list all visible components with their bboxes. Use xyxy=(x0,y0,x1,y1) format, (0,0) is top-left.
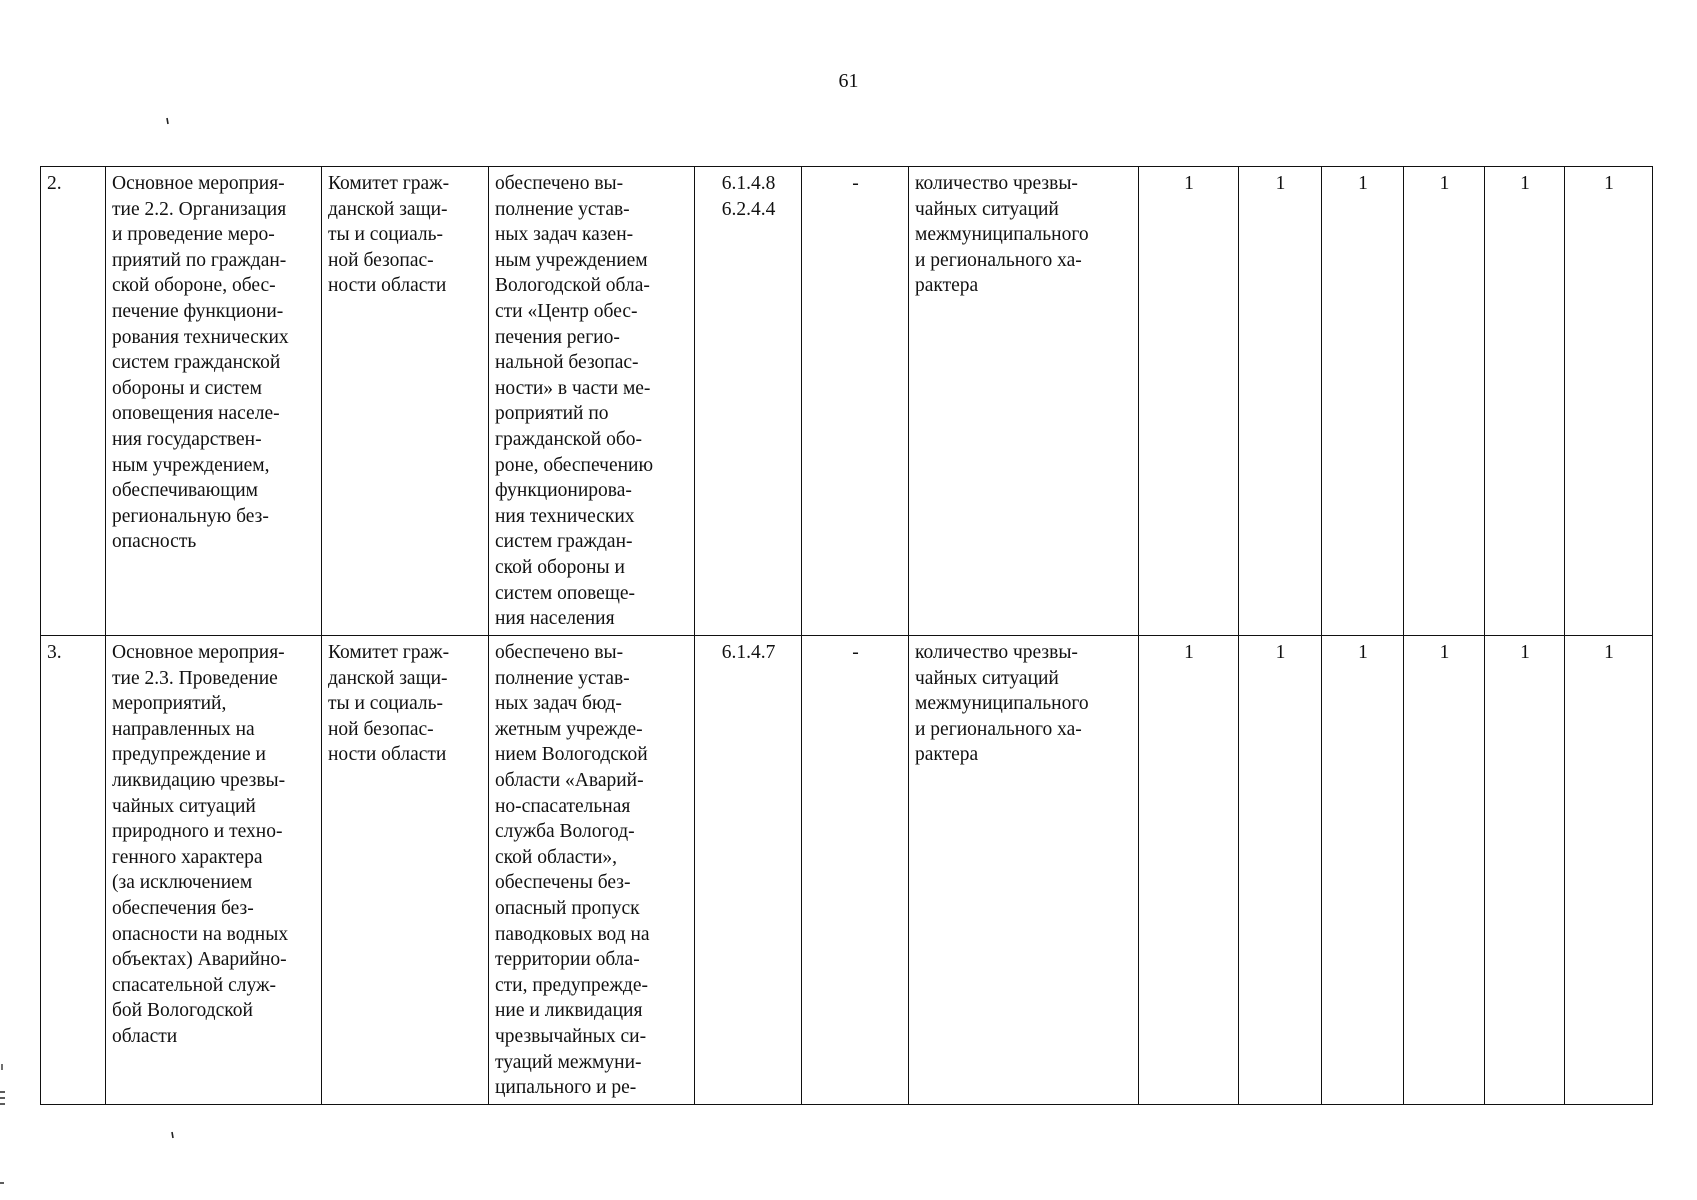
scan-speck xyxy=(167,118,168,124)
indicator-value-cell: 1 xyxy=(1322,167,1404,636)
indicator-value-cell: 1 xyxy=(1404,636,1485,1105)
task-codes-cell: 6.1.4.8 6.2.4.4 xyxy=(695,167,802,636)
scan-speck xyxy=(172,1132,173,1138)
row-number-cell: 2. xyxy=(41,167,106,636)
indicator-cell: количество чрезвы- чайных ситуаций межмуниципального и регионального ха- рактера xyxy=(909,636,1139,1105)
indicator-value-cell: 1 xyxy=(1404,167,1485,636)
executor-cell: Комитет граж- данской защи- ты и социаль- ной безопас- ности области xyxy=(322,167,489,636)
expected-result-cell: обеспечено вы- полнение устав- ных задач бюд- жетным учрежде- нием Вологодской области «Аварий- но-спасательная служба Вологод- ской области», обеспечены без- опасный пропуск паводковых вод на территории обла- сти, предупрежде- ние и ликвидация чрезвычайных си- туаций межмуни- ципального и ре- xyxy=(489,636,695,1105)
table-row xyxy=(41,636,1653,1105)
indicator-value-cell: 1 xyxy=(1322,636,1404,1105)
indicator-value-cell: 1 xyxy=(1139,636,1239,1105)
table-row xyxy=(41,167,1653,636)
page-number: 61 xyxy=(838,70,859,92)
measures-table xyxy=(40,166,1653,1105)
empty-dash-cell: - xyxy=(802,167,909,636)
measure-name-cell: Основное мероприя- тие 2.2. Организация и проведение меро- приятий по граждан- ской обороне, обес- печение функциони- рования технических систем гражданской обороны и систем оповещения населе- ния государствен- ным учреждением, обеспечивающим региональную без- опасность xyxy=(106,167,322,636)
measure-name-cell: Основное мероприя- тие 2.3. Проведение мероприятий, направленных на предупреждение и ликвидацию чрезвы- чайных ситуаций природного и техно- генного характера (за исключением обеспечения без- опасности на водных объектах) Аварийно- спасательной служ- бой Вологодской области xyxy=(106,636,322,1105)
indicator-value-cell: 1 xyxy=(1565,167,1653,636)
indicator-cell: количество чрезвы- чайных ситуаций межмуниципального и регионального ха- рактера xyxy=(909,167,1139,636)
row-number-cell: 3. xyxy=(41,636,106,1105)
indicator-value-cell: 1 xyxy=(1139,167,1239,636)
indicator-value-cell: 1 xyxy=(1485,167,1565,636)
measures-table-container xyxy=(40,166,1652,1105)
task-codes-cell: 6.1.4.7 xyxy=(695,636,802,1105)
indicator-value-cell: 1 xyxy=(1239,636,1322,1105)
executor-cell: Комитет граж- данской защи- ты и социаль- ной безопас- ности области xyxy=(322,636,489,1105)
indicator-value-cell: 1 xyxy=(1485,636,1565,1105)
indicator-value-cell: 1 xyxy=(1239,167,1322,636)
indicator-value-cell: 1 xyxy=(1565,636,1653,1105)
empty-dash-cell: - xyxy=(802,636,909,1105)
expected-result-cell: обеспечено вы- полнение устав- ных задач казен- ным учреждением Вологодской обла- сти «Центр обес- печения регио- нальной безопас- ности» в части ме- роприятий по гражданской обо- роне, обеспечению функционирова- ния технических систем граждан- ской обороны и систем оповеще- ния населения xyxy=(489,167,695,636)
